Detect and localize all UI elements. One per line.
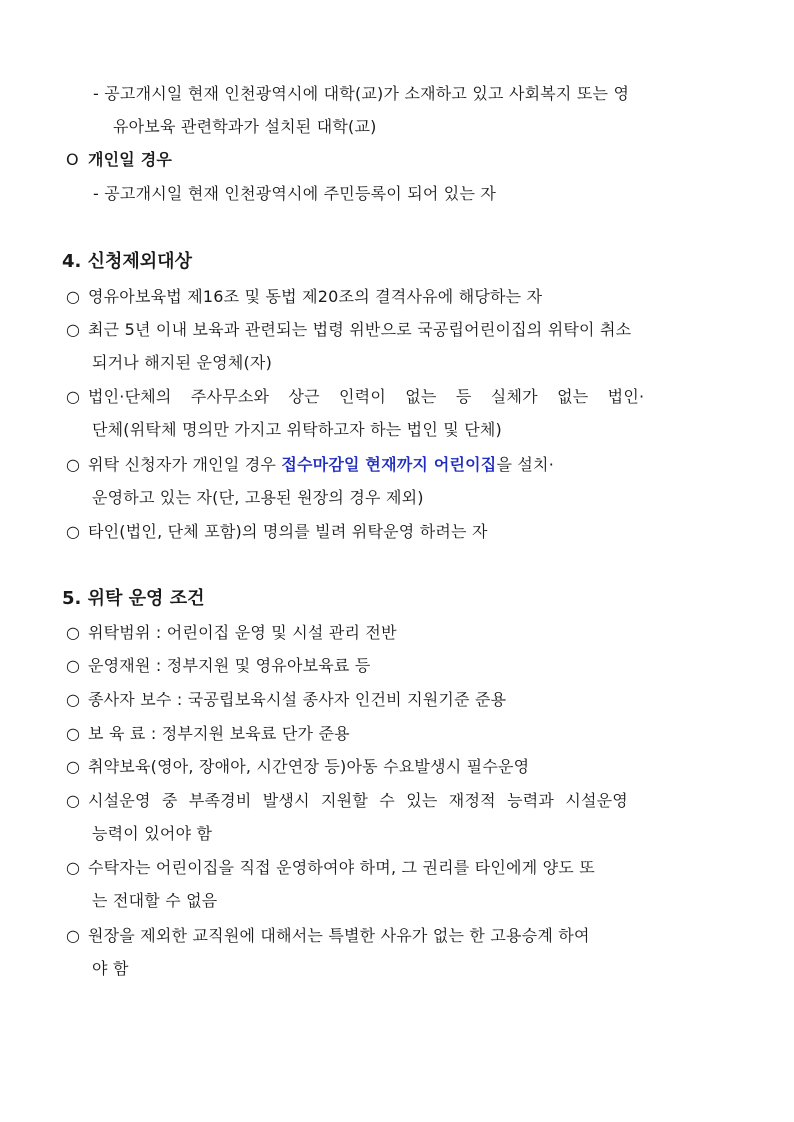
item-text: 최근 5년 이내 보육과 관련되는 법령 위반으로 국공립어린이집의 위탁이 취소 [88,320,632,339]
section5-item-6 [66,791,628,811]
circle-bullet-icon: ○ [66,287,81,306]
section4-item-4-cont: 운영하고 있는 자(단, 고용된 원장의 경우 제외) [92,488,424,507]
highlighted-text: 접수마감일 현재까지 어린이집 [281,455,497,474]
section4-item-3-cont: 단체(위탁체 명의만 가지고 위탁하고자 하는 법인 및 단체) [92,420,502,439]
circle-bullet-icon: ○ [66,387,81,406]
section5-item-8-cont: 야 함 [92,959,129,978]
item-text: 보 육 료 : 정부지원 보육료 단가 준용 [88,724,350,743]
section5-item-4 [66,724,350,744]
section4-item-2 [66,320,631,340]
item-text: 타인(법인, 단체 포함)의 명의를 빌려 위탁운영 하려는 자 [88,522,488,541]
individual-heading [66,150,172,170]
university-condition-line2: 유아보육 관련학과가 설치된 대학(교) [113,117,377,136]
circle-bullet-icon: ○ [66,656,81,675]
item-text: 종사자 보수 : 국공립보육시설 종사자 인건비 지원기준 준용 [88,690,507,709]
section5-heading: 5. 위탁 운영 조건 [62,588,205,609]
section5-item-6-cont: 능력이 있어야 함 [92,824,213,843]
section4-item-3 [66,387,644,407]
individual-item: - 공고개시일 현재 인천광역시에 주민등록이 되어 있는 자 [93,184,497,203]
section5-item-7-cont: 는 전대할 수 없음 [92,891,218,910]
circle-bullet-icon: ○ [66,724,81,743]
circle-bullet-icon: ○ [66,690,81,709]
item-text: 영유아보육법 제16조 및 동법 제20조의 결격사유에 해당하는 자 [88,287,543,306]
item-text: 취약보육(영아, 장애아, 시간연장 등)아동 수요발생시 필수운영 [88,757,530,776]
item-text: 수탁자는 어린이집을 직접 운영하여야 하며, 그 권리를 타인에게 양도 또 [88,858,595,877]
circle-bullet-icon: ○ [66,455,81,474]
circle-bullet-icon: ○ [66,858,81,877]
section5-item-8 [66,926,590,946]
individual-title: 개인일 경우 [88,150,173,169]
section4-item-4 [66,455,554,475]
section4-item-1 [66,287,542,307]
item-text: 을 설치· [496,455,554,474]
item-text: 운영재원 : 정부지원 및 영유아보육료 등 [88,656,371,675]
circle-bullet-icon: ○ [66,320,81,339]
university-condition-line1: - 공고개시일 현재 인천광역시에 대학(교)가 소재하고 있고 사회복지 또는 영 [93,84,630,103]
circle-bullet-icon: O [66,150,79,169]
item-text: 위탁 신청자가 개인일 경우 [88,455,282,474]
item-text: 법인·단체의 주사무소와 상근 인력이 없는 등 실체가 없는 법인· [88,387,645,406]
circle-bullet-icon: ○ [66,791,81,810]
section4-heading: 4. 신청제외대상 [62,251,192,272]
section4-item-5 [66,522,488,542]
circle-bullet-icon: ○ [66,623,81,642]
circle-bullet-icon: ○ [66,926,81,945]
section5-item-7 [66,858,595,878]
circle-bullet-icon: ○ [66,522,81,541]
item-text: 원장을 제외한 교직원에 대해서는 특별한 사유가 없는 한 고용승계 하여 [88,926,590,945]
item-text: 위탁범위 : 어린이집 운영 및 시설 관리 전반 [88,623,397,642]
section5-item-2 [66,656,371,676]
section5-item-5 [66,757,529,777]
section5-item-1 [66,623,397,643]
item-text: 시설운영 중 부족경비 발생시 지원할 수 있는 재정적 능력과 시설운영 [88,791,628,810]
circle-bullet-icon: ○ [66,757,81,776]
section4-item-2-cont: 되거나 해지된 운영체(자) [92,353,273,372]
section5-item-3 [66,690,506,710]
